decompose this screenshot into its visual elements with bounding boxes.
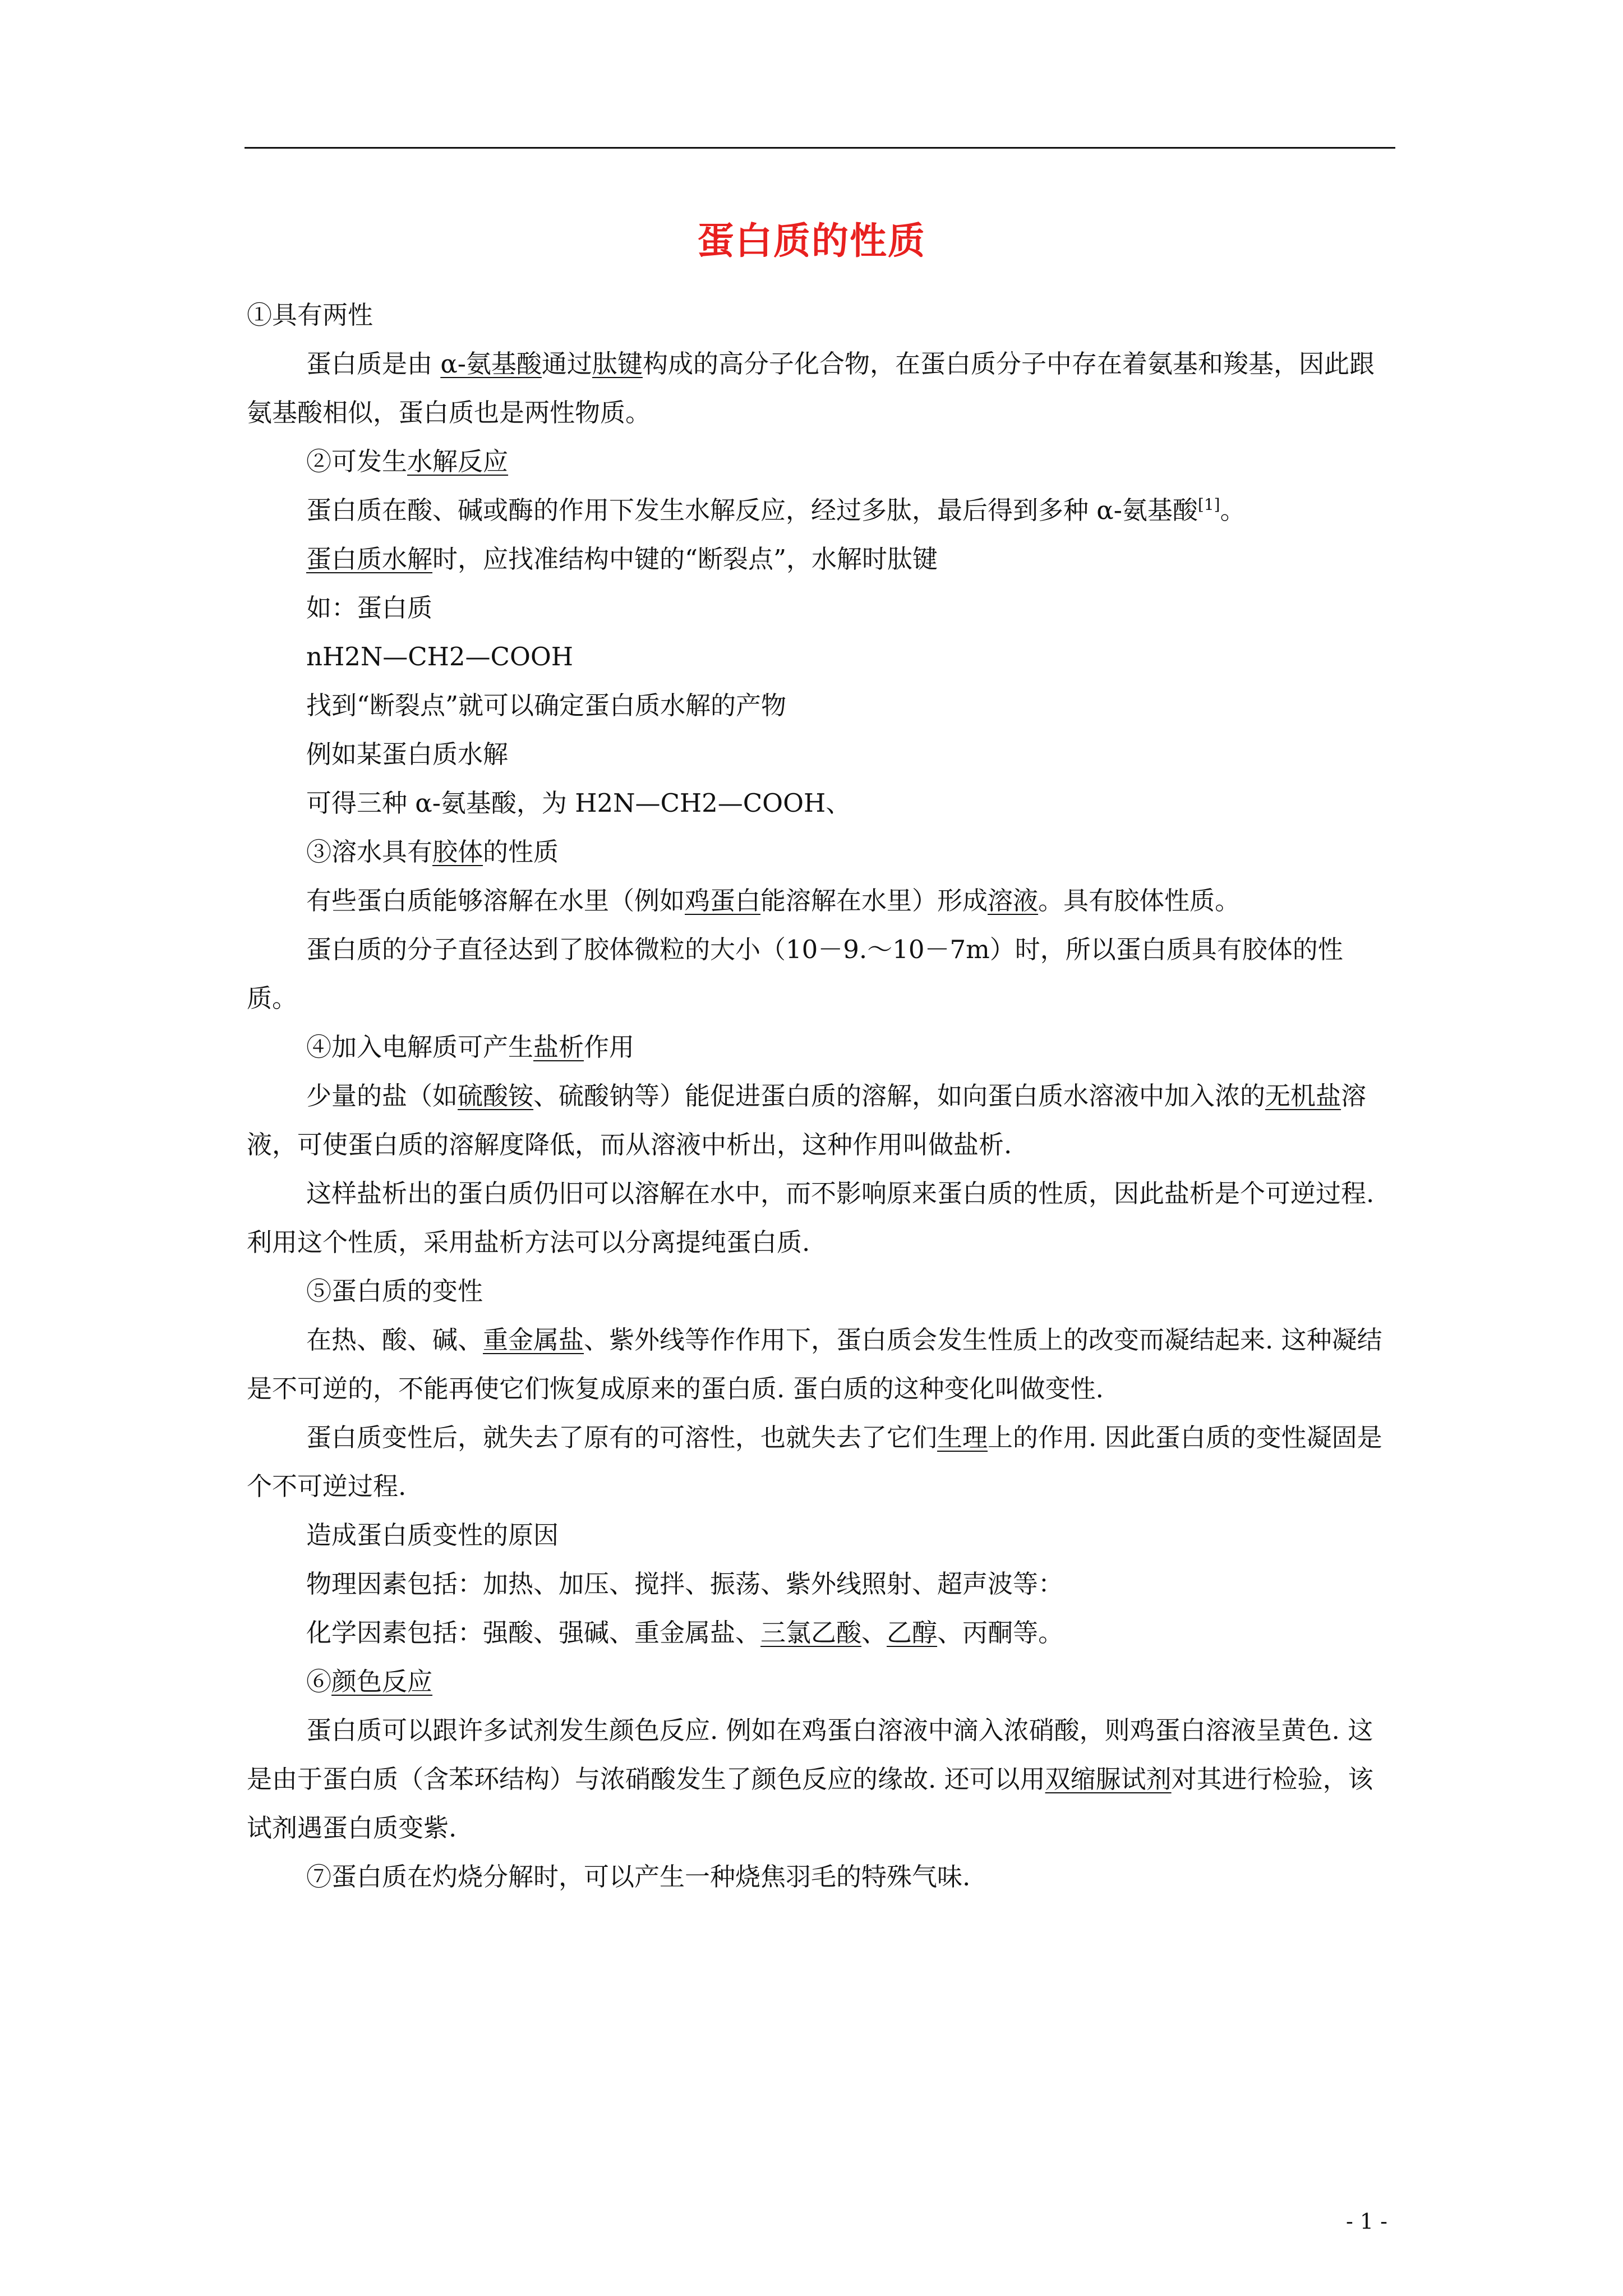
link-biuret-reagent[interactable]: 双缩脲试剂 bbox=[1045, 1764, 1172, 1794]
paragraph: 蛋白质可以跟许多试剂发生颜色反应. 例如在鸡蛋白溶液中滴入浓硝酸，则鸡蛋白溶液呈黄色. 这是由于蛋白质（含苯环结构）与浓硝酸发生了颜色反应的缘故. 还可以用双缩脲试剂对其进行检验，该试剂遇蛋白质变紫. bbox=[247, 1715, 1373, 1843]
link-heavy-metal-salt[interactable]: 重金属盐 bbox=[483, 1325, 584, 1355]
link-egg-white[interactable]: 鸡蛋白 bbox=[685, 886, 761, 915]
link-physiology[interactable]: 生理 bbox=[937, 1423, 988, 1452]
paragraph: 有些蛋白质能够溶解在水里（例如鸡蛋白能溶解在水里）形成溶液。具有胶体性质。 bbox=[306, 886, 1241, 915]
paragraph: 在热、酸、碱、重金属盐、紫外线等作作用下，蛋白质会发生性质上的改变而凝结起来. 这种凝结是不可逆的，不能再使它们恢复成原来的蛋白质. 蛋白质的这种变化叫做变性. bbox=[247, 1325, 1382, 1404]
paragraph: 少量的盐（如硫酸铵、硫酸钠等）能促进蛋白质的溶解，如向蛋白质水溶液中加入浓的无机盐溶液，可使蛋白质的溶解度降低，而从溶液中析出，这种作用叫做盐析. bbox=[247, 1081, 1367, 1159]
page-title: 蛋白质的性质 bbox=[697, 219, 926, 263]
paragraph: 例如某蛋白质水解 bbox=[306, 739, 509, 769]
paragraph: 蛋白质水解时，应找准结构中键的“断裂点”，水解时肽键 bbox=[306, 544, 938, 574]
link-hydrolysis[interactable]: 水解反应 bbox=[407, 447, 509, 476]
paragraph: 如：蛋白质 bbox=[306, 593, 433, 623]
paragraph: 物理因素包括：加热、加压、搅拌、振荡、紫外线照射、超声波等： bbox=[306, 1569, 1064, 1599]
link-protein-hydrolysis[interactable]: 蛋白质水解 bbox=[306, 544, 433, 574]
section-heading-2: ②可发生水解反应 bbox=[306, 447, 509, 476]
page-number: - 1 - bbox=[1345, 2209, 1387, 2234]
formula-line: nH2N—CH2—COOH bbox=[306, 642, 573, 671]
paragraph: 蛋白质是由 α-氨基酸通过肽键构成的高分子化合物，在蛋白质分子中存在着氨基和羧基，因此跟氨基酸相似，蛋白质也是两性物质。 bbox=[247, 349, 1375, 427]
link-amino-acid[interactable]: α-氨基酸 bbox=[440, 349, 542, 379]
link-ammonium-sulfate[interactable]: 硫酸铵 bbox=[458, 1081, 534, 1111]
link-solution[interactable]: 溶液 bbox=[988, 886, 1039, 915]
section-heading-7: ⑦蛋白质在灼烧分解时，可以产生一种烧焦羽毛的特殊气味. bbox=[306, 1862, 971, 1892]
section-heading-5: ⑤蛋白质的变性 bbox=[306, 1276, 483, 1306]
link-inorganic-salt[interactable]: 无机盐 bbox=[1265, 1081, 1341, 1111]
section-heading-4: ④加入电解质可产生盐析作用 bbox=[306, 1032, 635, 1062]
link-color-reaction[interactable]: 颜色反应 bbox=[331, 1667, 433, 1696]
paragraph: 找到“断裂点”就可以确定蛋白质水解的产物 bbox=[306, 691, 787, 720]
link-peptide-bond[interactable]: 肽键 bbox=[592, 349, 643, 379]
section-heading-6: ⑥颜色反应 bbox=[306, 1667, 433, 1696]
footnote-ref[interactable]: [1] bbox=[1197, 495, 1220, 514]
document-body bbox=[247, 291, 1391, 1901]
link-salting-out[interactable]: 盐析 bbox=[533, 1032, 584, 1062]
paragraph: 蛋白质在酸、碱或酶的作用下发生水解反应，经过多肽，最后得到多种 α-氨基酸[1]。 bbox=[306, 495, 1246, 525]
link-colloid[interactable]: 胶体 bbox=[432, 837, 483, 867]
paragraph: 蛋白质的分子直径达到了胶体微粒的大小（10－9.～10－7m）时，所以蛋白质具有胶体的性质。 bbox=[247, 935, 1343, 1013]
header-rule bbox=[245, 147, 1395, 149]
section-heading-1: ①具有两性 bbox=[247, 300, 374, 330]
link-trichloroacetic-acid[interactable]: 三氯乙酸 bbox=[760, 1618, 862, 1648]
paragraph: 造成蛋白质变性的原因 bbox=[306, 1520, 559, 1550]
section-heading-3: ③溶水具有胶体的性质 bbox=[306, 837, 559, 867]
paragraph: 这样盐析出的蛋白质仍旧可以溶解在水中，而不影响原来蛋白质的性质，因此盐析是个可逆过程. 利用这个性质，采用盐析方法可以分离提纯蛋白质. bbox=[247, 1179, 1375, 1257]
paragraph: 可得三种 α-氨基酸，为 H2N—CH2—COOH、 bbox=[306, 788, 851, 818]
link-ethanol[interactable]: 乙醇 bbox=[887, 1618, 938, 1648]
paragraph: 化学因素包括：强酸、强碱、重金属盐、三氯乙酸、乙醇、丙酮等。 bbox=[306, 1618, 1064, 1648]
paragraph: 蛋白质变性后，就失去了原有的可溶性，也就失去了它们生理上的作用. 因此蛋白质的变性凝固是个不可逆过程. bbox=[247, 1423, 1382, 1501]
